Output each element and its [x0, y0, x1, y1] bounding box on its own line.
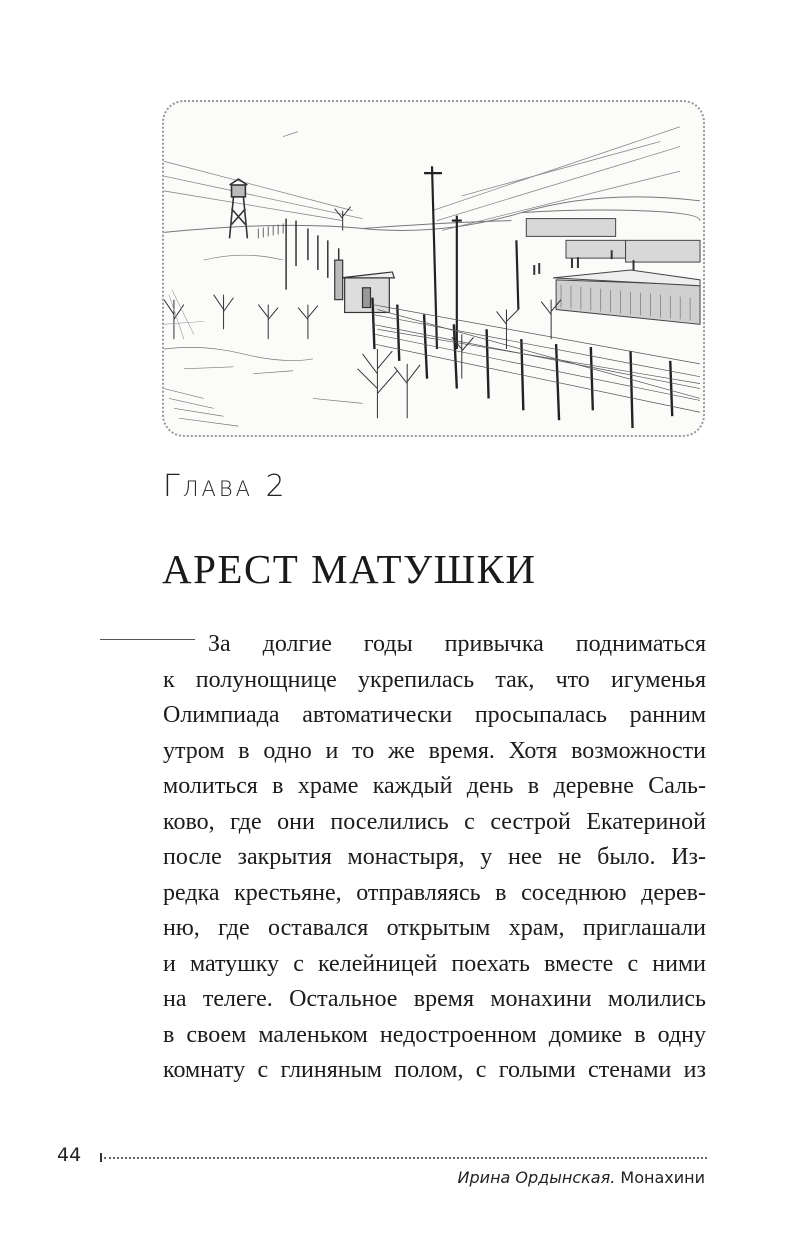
page-number: 44 [57, 1144, 82, 1166]
body-line: За долгие годы привычка подниматься [208, 631, 706, 657]
body-line: комнату с глиняным полом, с голыми стенами из [163, 1057, 706, 1083]
footer-dotted-rule [104, 1157, 707, 1159]
footer-rule-tick [100, 1153, 102, 1162]
body-text [163, 627, 706, 1089]
footer-book-title: Монахини [620, 1168, 705, 1187]
body-line: и матушку с келейницей поехать вместе с ними [163, 950, 706, 977]
camp-sketch-image [164, 102, 703, 435]
body-line: после закрытия монастыря, у нее не было. Из- [163, 844, 706, 870]
body-line: в своем маленьком недостроенном домике в одну [163, 1021, 706, 1048]
chapter-illustration [162, 100, 705, 437]
chapter-label: Глава 2 [163, 469, 288, 504]
running-footer [458, 1170, 705, 1186]
body-line: на телеге. Остальное время монахини молились [163, 986, 706, 1012]
body-line: утром в одно и то же время. Хотя возможности [163, 737, 706, 764]
body-line: ню, где оставался открытым храм, приглашали [163, 915, 706, 941]
footer-author: Ирина Ордынская. [457, 1168, 616, 1187]
body-line: Олимпиада автоматически просыпалась ранним [163, 702, 706, 728]
chapter-title: АРЕСТ МАТУШКИ [162, 546, 537, 593]
body-line: редка крестьяне, отправляясь в соседнюю дерев- [163, 879, 706, 906]
body-line: молиться в храме каждый день в деревне Саль- [163, 773, 706, 799]
body-line: к полунощнице укрепилась так, что игуменья [163, 666, 706, 693]
body-line: ково, где они поселились с сестрой Екатериной [163, 808, 706, 835]
